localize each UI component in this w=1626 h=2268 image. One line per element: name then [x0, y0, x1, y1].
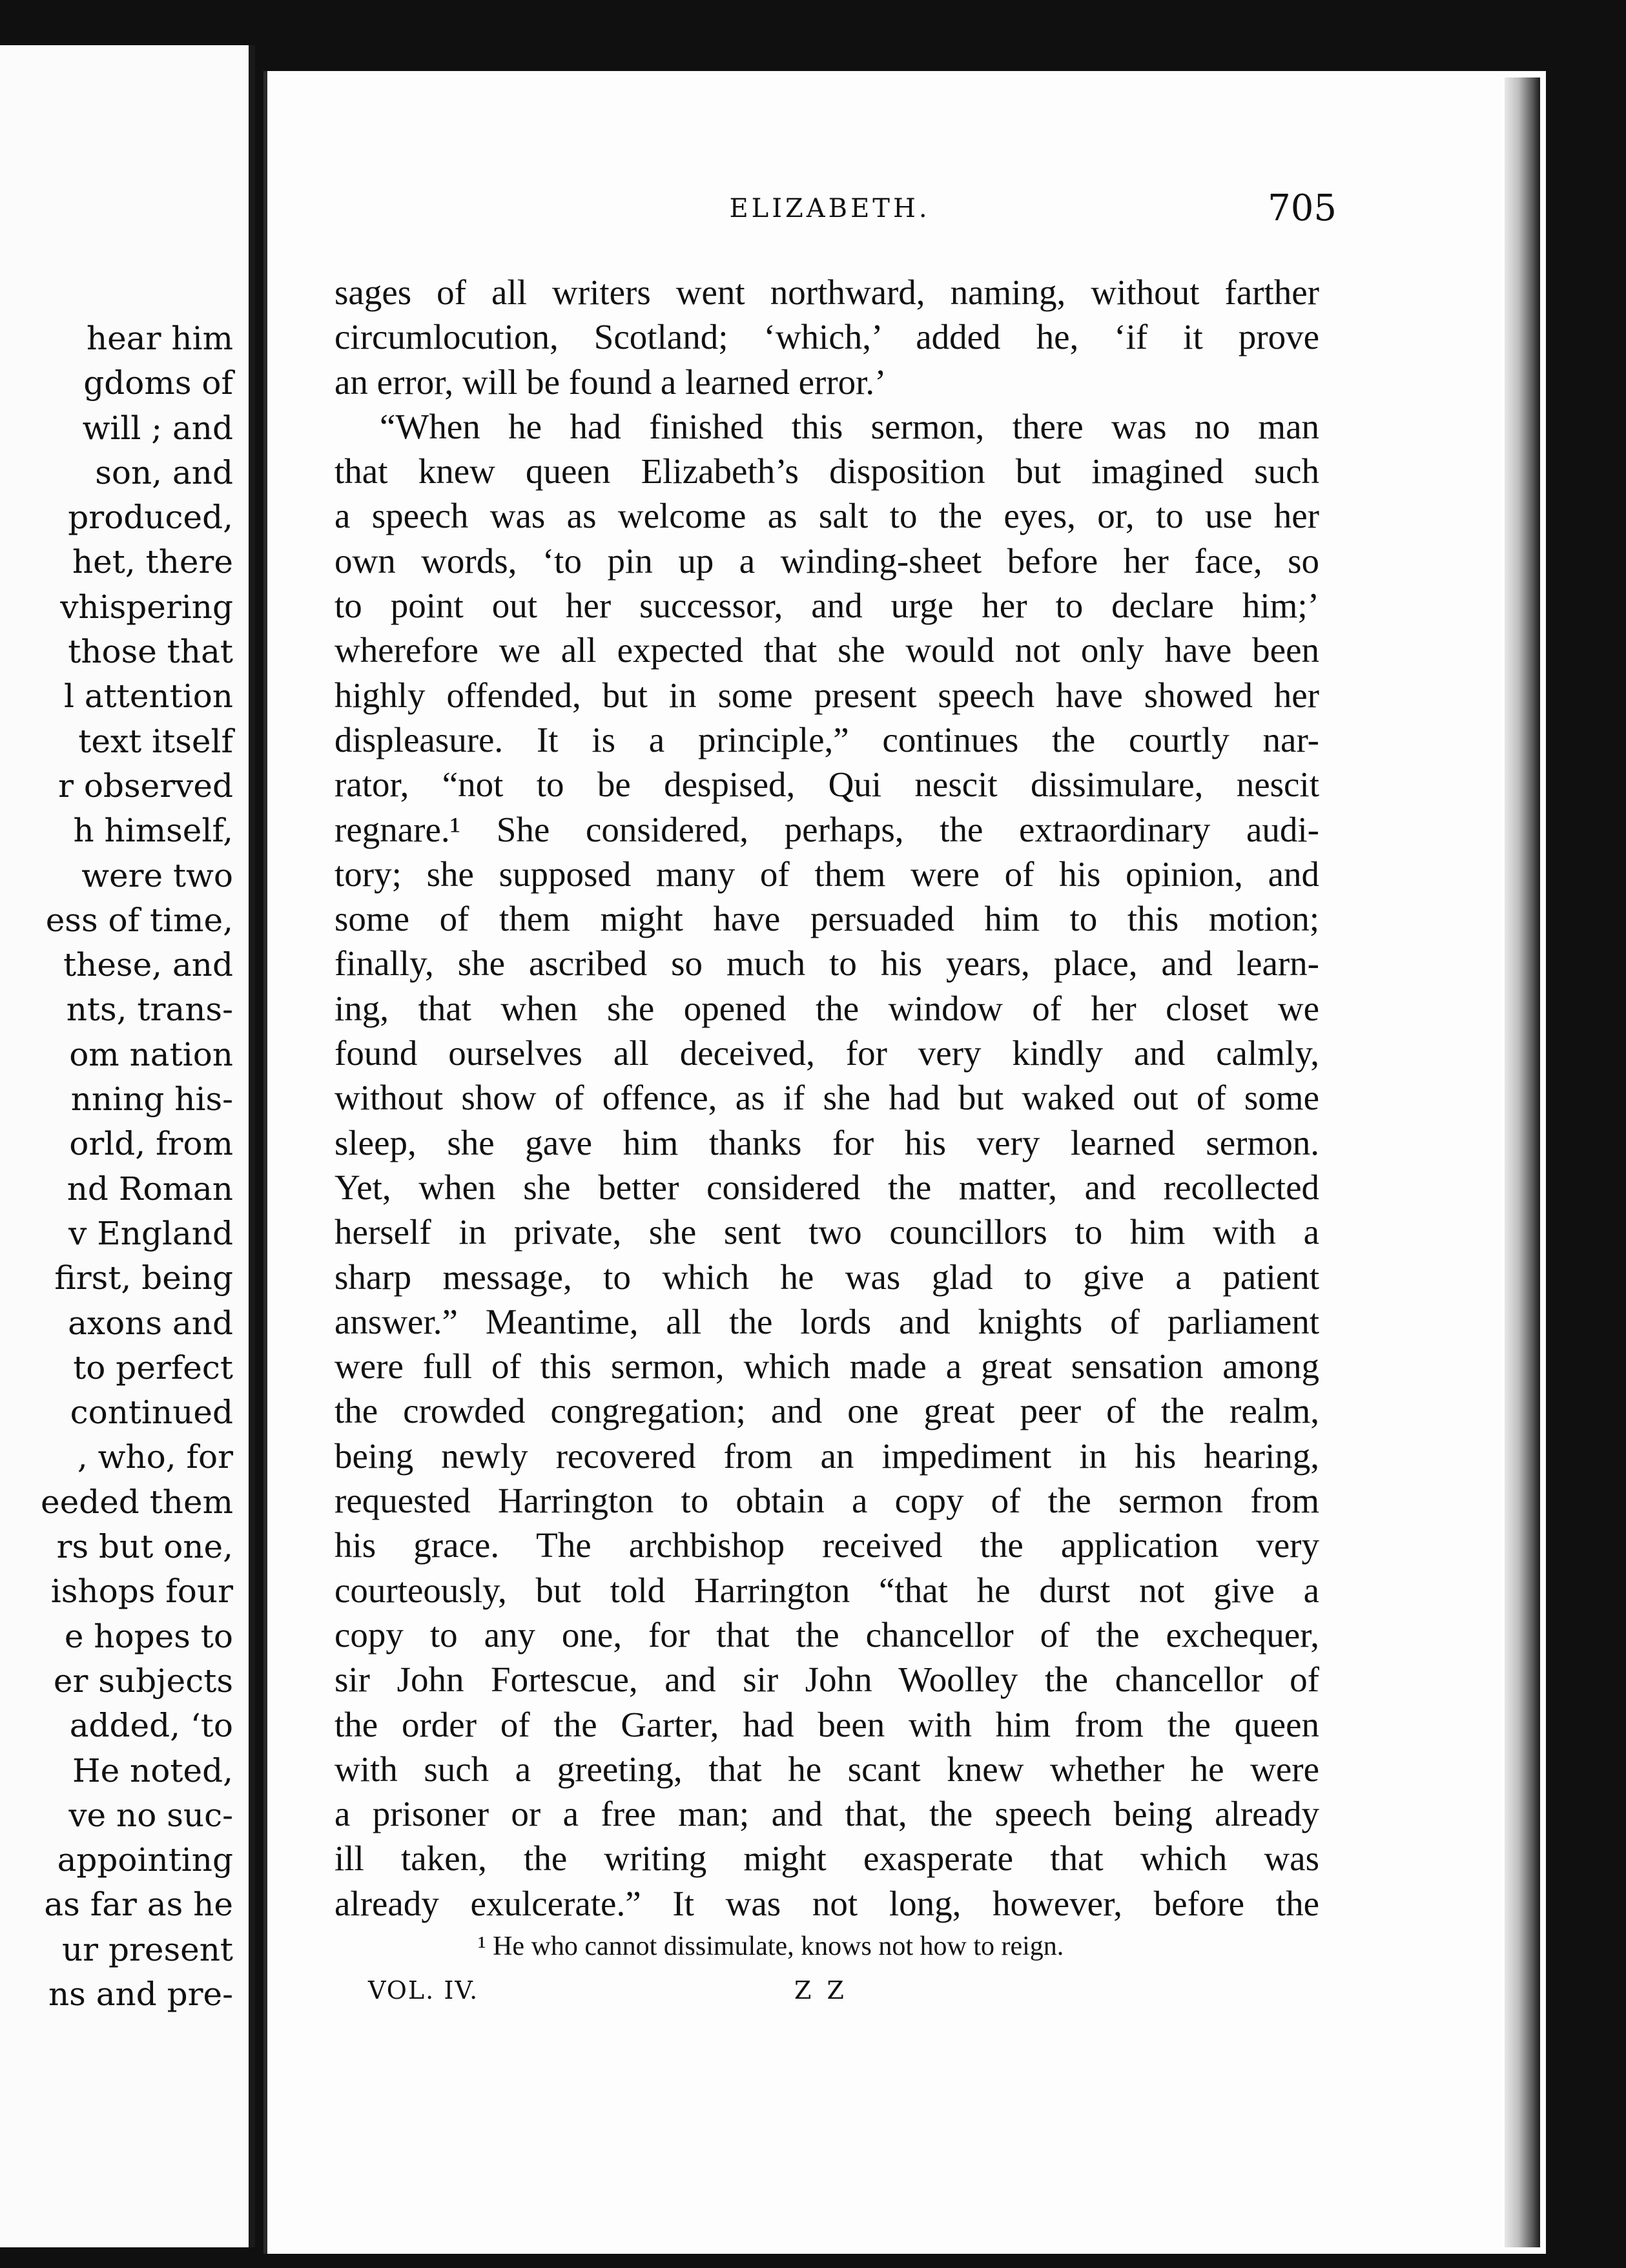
left-page-line: text itself	[78, 722, 233, 760]
left-page-line: rs but one,	[56, 1528, 233, 1566]
left-page-line: eeded them	[41, 1483, 233, 1521]
left-page-line: vhispering	[60, 588, 233, 626]
text-line: finally, she ascribed so much to his years, place, and learn-	[334, 943, 1319, 984]
left-page-line: gdoms of	[83, 364, 233, 402]
text-line: some of them might have persuaded him to this motion;	[334, 899, 1319, 939]
text-line: an error, will be found a learned error.’	[334, 362, 887, 402]
text-line: rator, “not to be despised, Qui nescit dissimulare, nescit	[334, 765, 1319, 805]
left-page-line: those that	[68, 633, 233, 671]
left-page-line: axons and	[68, 1304, 233, 1342]
text-line: being newly recovered from an impediment in his hearing,	[334, 1436, 1319, 1476]
text-line: were full of this sermon, which made a great sensation among	[334, 1346, 1319, 1387]
text-line: sleep, she gave him thanks for his very learned sermon.	[334, 1122, 1319, 1162]
text-line: without show of offence, as if she had but waked out of some	[334, 1078, 1319, 1118]
text-line: regnare.¹ She considered, perhaps, the extraordinary audi-	[334, 809, 1319, 849]
left-page-line: v England	[68, 1214, 233, 1252]
left-page-line: ur present	[61, 1930, 233, 1968]
left-page-line: orld, from	[69, 1125, 233, 1163]
left-page-line: first, being	[54, 1259, 233, 1297]
left-page-line: r observed	[58, 767, 233, 805]
left-page-line: continued	[70, 1394, 233, 1432]
text-line: herself in private, she sent two councillors to him with a	[334, 1212, 1319, 1252]
left-page-line: these, and	[63, 946, 233, 984]
left-page-line: to perfect	[73, 1348, 233, 1387]
left-page-line: appointing	[57, 1841, 233, 1879]
footnote: ¹ He who cannot dissimulate, knows not how to reign.	[478, 1932, 1064, 1961]
volume-label: VOL. IV.	[368, 1976, 479, 2005]
text-line: displeasure. It is a principle,” continues the courtly nar-	[334, 719, 1319, 759]
left-page-line: ns and pre-	[48, 1975, 233, 2013]
left-page-line: hear him	[86, 320, 233, 357]
left-page-line: produced,	[68, 499, 233, 537]
left-page-line: het, there	[72, 543, 233, 581]
text-line: “When he had finished this sermon, there was no man	[380, 406, 1319, 446]
text-line: already exulcerate.” It was not long, however, before the	[334, 1883, 1319, 1923]
text-line: sages of all writers went northward, naming, without farther	[334, 273, 1319, 312]
page-edge-shadow	[1505, 77, 1540, 2247]
text-line: sir John Fortescue, and sir John Woolley the chancellor of	[334, 1660, 1319, 1700]
text-line: Yet, when she better considered the matter, and recollected	[334, 1167, 1319, 1207]
text-line: circumlocution, Scotland; ‘which,’ added he, ‘if it prove	[334, 317, 1319, 357]
text-line: a speech was as welcome as salt to the eyes, or, to use her	[334, 496, 1319, 536]
left-page-fragment	[0, 45, 255, 2247]
left-page-line: He noted,	[72, 1751, 233, 1789]
left-page-line: nd Roman	[67, 1170, 233, 1208]
left-page-line: nning his-	[70, 1080, 233, 1119]
left-page-line: son, and	[95, 453, 233, 491]
left-page-line: were two	[81, 856, 233, 894]
text-line: the order of the Garter, had been with him from the queen	[334, 1704, 1319, 1744]
text-line: the crowded congregation; and one great peer of the realm,	[334, 1391, 1319, 1431]
text-line: wherefore we all expected that she would not only have been	[334, 630, 1319, 670]
text-line: highly offended, but in some present speech have showed her	[334, 675, 1319, 715]
page-number: 705	[1268, 187, 1337, 229]
text-line: his grace. The archbishop received the application very	[334, 1525, 1319, 1565]
text-line: requested Harrington to obtain a copy of the sermon from	[334, 1481, 1319, 1521]
signature-mark: Z Z	[794, 1976, 848, 2005]
left-page-line: ishops four	[50, 1572, 233, 1611]
text-line: to point out her successor, and urge her to declare him;’	[334, 586, 1319, 626]
text-line: sharp message, to which he was glad to give a patient	[334, 1257, 1319, 1297]
left-page-line: nts, trans-	[66, 991, 233, 1029]
body-text	[334, 270, 1319, 1926]
left-page-line: er subjects	[53, 1662, 233, 1700]
text-line: courteously, but told Harrington “that he durst not give a	[334, 1570, 1319, 1610]
text-line: own words, ‘to pin up a winding-sheet before her face, so	[334, 541, 1319, 581]
text-line: ill taken, the writing might exasperate that which was	[334, 1839, 1319, 1879]
left-page-line: ess of time,	[45, 901, 233, 939]
text-line: found ourselves all deceived, for very kindly and calmly,	[334, 1033, 1319, 1073]
left-page-line: as far as he	[44, 1886, 233, 1924]
left-page-line: ve no suc-	[68, 1796, 233, 1834]
left-page-line: l attention	[63, 677, 233, 716]
text-line: a prisoner or a free man; and that, the speech being already	[334, 1794, 1319, 1834]
left-page-line: , who, for	[77, 1438, 233, 1476]
running-head-title: ELIZABETH.	[729, 194, 931, 223]
text-line: copy to any one, for that the chancellor of the exchequer,	[334, 1614, 1319, 1655]
left-page-line: will ; and	[82, 409, 233, 447]
text-line: that knew queen Elizabeth’s disposition but imagined such	[334, 451, 1319, 491]
left-page-text	[0, 316, 233, 2017]
text-line: tory; she supposed many of them were of his opinion, and	[334, 854, 1319, 894]
left-page-line: added, ‘to	[69, 1707, 233, 1745]
left-page-line: om nation	[69, 1035, 233, 1073]
text-line: answer.” Meantime, all the lords and knights of parliament	[334, 1301, 1319, 1341]
running-head	[336, 187, 1337, 245]
text-line: ing, that when she opened the window of her closet we	[334, 988, 1319, 1028]
page-footer	[368, 1976, 949, 2015]
text-line: with such a greeting, that he scant knew whether he were	[334, 1749, 1319, 1789]
left-page-line: e hopes to	[64, 1617, 233, 1655]
left-page-line: h himself,	[73, 812, 233, 850]
